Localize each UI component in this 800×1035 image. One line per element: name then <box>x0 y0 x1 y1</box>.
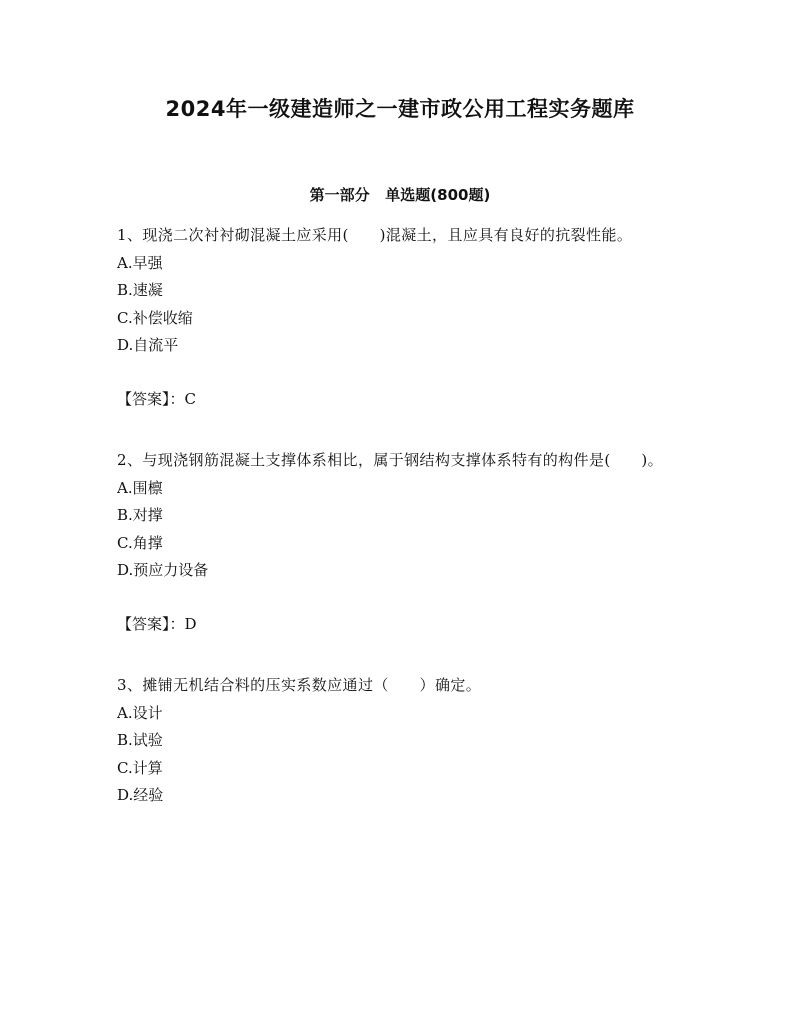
option-list <box>117 250 682 360</box>
option-b: B.速凝 <box>117 281 163 299</box>
question-3 <box>117 672 682 810</box>
option-d: D.预应力设备 <box>117 561 209 579</box>
option-b: B.对撑 <box>117 506 163 524</box>
option-c: C.角撑 <box>117 533 163 552</box>
option-c: C.计算 <box>117 758 163 777</box>
option-list <box>117 475 682 585</box>
option-a: A.设计 <box>117 703 163 722</box>
question-stem: 3、摊铺无机结合料的压实系数应通过（ ）确定。 <box>117 676 482 694</box>
section-title: 第一部分 单选题(800题) <box>309 186 491 204</box>
question-1 <box>117 222 682 413</box>
option-c: C.补偿收缩 <box>117 308 193 327</box>
option-d: D.经验 <box>117 786 164 804</box>
answer-line: 【答案】：C <box>117 389 196 408</box>
option-b: B.试验 <box>117 731 163 749</box>
document-title: 2024年一级建造师之一建市政公用工程实务题库 <box>165 97 635 121</box>
question-stem: 2、与现浇钢筋混凝土支撑体系相比，属于钢结构支撑体系特有的构件是( )。 <box>117 451 664 469</box>
option-list <box>117 700 682 810</box>
option-d: D.自流平 <box>117 336 179 354</box>
question-stem: 1、现浇二次衬衬砌混凝土应采用( )混凝土，且应具有良好的抗裂性能。 <box>117 226 633 244</box>
question-list <box>117 222 682 810</box>
option-a: A.早强 <box>117 253 163 272</box>
answer-line: 【答案】：D <box>117 614 197 633</box>
option-a: A.围檩 <box>117 478 163 497</box>
question-2 <box>117 447 682 638</box>
